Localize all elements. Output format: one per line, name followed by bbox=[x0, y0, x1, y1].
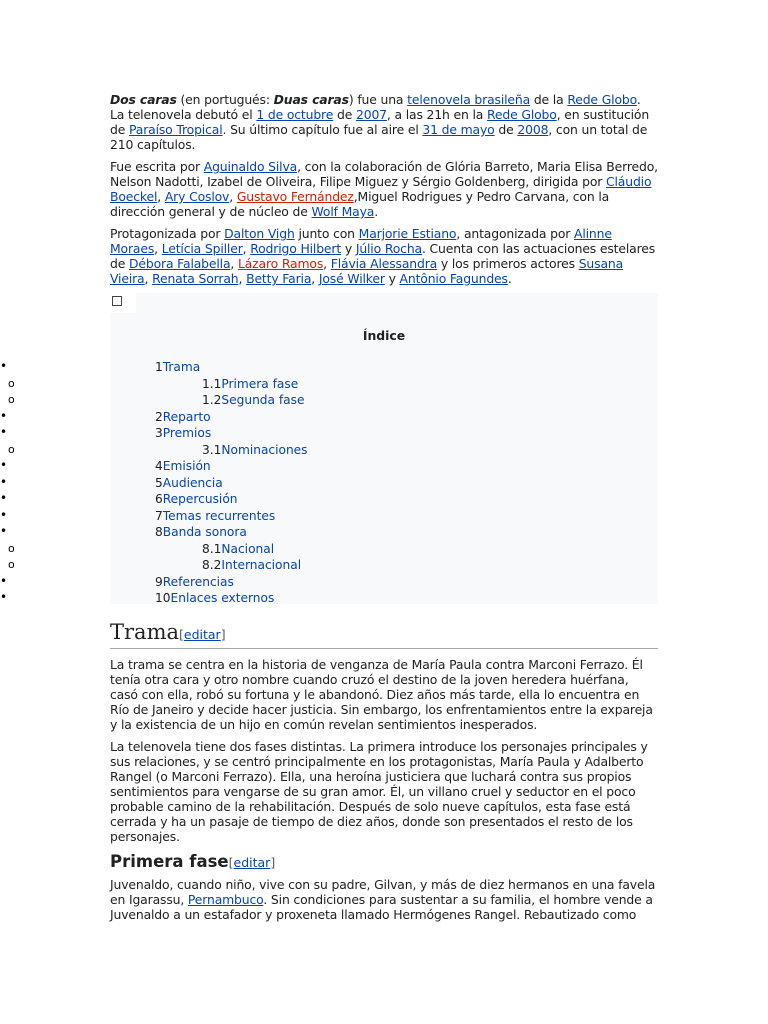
link-paraiso-tropical[interactable]: Paraíso Tropical bbox=[128, 122, 223, 137]
toc-number-text: 3.1 bbox=[202, 442, 222, 457]
link-alinne-moraes[interactable]: Alinne Moraes bbox=[110, 226, 612, 256]
link-ary-coslov[interactable]: Ary Coslov bbox=[164, 189, 230, 204]
disc-bullet-icon: • bbox=[0, 458, 8, 472]
toc-number bbox=[202, 392, 305, 408]
title-pt: Duas caras bbox=[273, 92, 349, 107]
toc-number bbox=[202, 557, 301, 573]
link-claudio-boeckel[interactable]: Cláudio Boeckel bbox=[110, 174, 652, 204]
circle-bullet-icon: o bbox=[8, 393, 15, 406]
toc-number bbox=[202, 442, 308, 458]
disc-bullet-icon: • bbox=[0, 359, 8, 373]
link-debora-falabella[interactable]: Débora Falabella bbox=[128, 256, 231, 271]
toc-item-5[interactable] bbox=[0, 475, 560, 491]
link-rodrigo-hilbert[interactable]: Rodrigo Hilbert bbox=[250, 241, 342, 256]
toc-link[interactable]: Banda sonora bbox=[162, 525, 247, 539]
disc-bullet-icon: • bbox=[0, 474, 8, 489]
toc-number bbox=[202, 541, 274, 557]
circle-bullet-icon: o bbox=[8, 376, 15, 390]
toc-number-text: 2 bbox=[155, 409, 163, 424]
toc-number-text: 1.2 bbox=[202, 393, 222, 407]
toc-number-text: 4 bbox=[155, 459, 163, 473]
link-lazaro-ramos[interactable]: Lázaro Ramos bbox=[237, 256, 324, 271]
circle-bullet-icon: o bbox=[8, 442, 15, 456]
toc-number bbox=[155, 574, 234, 590]
circle-bullet-icon: o bbox=[8, 558, 15, 571]
toc-item-8[interactable] bbox=[0, 524, 560, 540]
trama-paragraph-1: La trama se centra en la historia de venganza de María Paula contra Marconi Ferrazo. Él tenía otra cara y otro nombre cuando cruzó el destino de la joven heredera huérfana, casó con ella, robó su fortuna y le abandonó. Diez años más tarde, ella lo encuentra en Río de Janeiro y decide hacer justicia. Sin embargo, los enfrentamientos entre la expareja y la existencia de un hijo en común revelan sentimientos inesperados. bbox=[110, 657, 653, 732]
link-marjorie-estiano[interactable]: Marjorie Estiano bbox=[358, 226, 457, 241]
disc-bullet-icon: • bbox=[0, 408, 8, 423]
link-telenovela-brasilena[interactable]: telenovela brasileña bbox=[407, 92, 531, 107]
link-renata-sorrah[interactable]: Renata Sorrah bbox=[152, 271, 239, 286]
toc-number-text: 8.1 bbox=[202, 541, 222, 556]
toc-item-10[interactable] bbox=[0, 590, 560, 606]
toc-link[interactable]: Enlaces externos bbox=[170, 591, 275, 605]
toc-item-1-2[interactable] bbox=[0, 392, 560, 408]
section-heading-trama: Trama[editar] bbox=[110, 620, 658, 649]
intro-paragraph-3: Protagonizada por Dalton Vigh junto con Marjorie Estiano, antagonizada por Alinne Moraes, Letícia Spiller, Rodrigo Hilbert y Júlio Rocha. Cuenta con las actuaciones estelares de Débora Falabella, Lázaro Ramos, Flávia Alessandra y los primeros actores Susana Vieira, Renata Sorrah, Betty Faria, José Wilker y Antônio Fagundes. bbox=[110, 226, 656, 286]
toc-number bbox=[202, 376, 298, 392]
edit-section-trama: [editar] bbox=[179, 627, 226, 642]
toc-number-text: 5 bbox=[155, 475, 163, 490]
toc-item-2[interactable] bbox=[0, 409, 560, 425]
toc-item-7[interactable] bbox=[0, 508, 560, 524]
toc-number-text: 3 bbox=[155, 426, 163, 440]
edit-link-trama[interactable]: editar bbox=[183, 627, 221, 642]
toc-link[interactable]: Temas recurrentes bbox=[162, 508, 276, 523]
toc-link[interactable]: Premios bbox=[162, 426, 212, 440]
link-betty-faria[interactable]: Betty Faria bbox=[246, 271, 312, 286]
link-2007[interactable]: 2007 bbox=[355, 107, 387, 122]
section-heading-primera-fase: Primera fase[editar] bbox=[110, 852, 276, 871]
toc-item-6[interactable] bbox=[0, 491, 560, 507]
disc-bullet-icon: • bbox=[0, 425, 8, 439]
primera-fase-paragraph: Juvenaldo, cuando niño, vive con su padre, Gilvan, y más de diez hermanos en una favela en Igarassu, Pernambuco. Sin condiciones para sustentar a su familia, el hombre vende a Juvenaldo a un estafador y proxeneta llamado Hermógenes Rangel. Rebautizado como bbox=[110, 877, 656, 922]
toc-number bbox=[155, 491, 238, 507]
edit-link-primera-fase[interactable]: editar bbox=[233, 855, 271, 870]
link-leticia-spiller[interactable]: Letícia Spiller bbox=[161, 241, 243, 256]
link-rede-globo-2[interactable]: Rede Globo bbox=[487, 107, 557, 122]
toc-link[interactable]: Primera fase bbox=[221, 376, 299, 391]
toc-link[interactable]: Emisión bbox=[162, 459, 211, 473]
disc-bullet-icon: • bbox=[0, 524, 8, 538]
edit-section-primera-fase: [editar] bbox=[228, 855, 276, 870]
toc-number-text: 7 bbox=[155, 508, 163, 523]
link-jose-wilker[interactable]: José Wilker bbox=[318, 271, 385, 286]
toc-link[interactable]: Internacional bbox=[221, 558, 302, 572]
toc-number-text: 8.2 bbox=[202, 558, 222, 572]
toc-link[interactable]: Referencias bbox=[162, 574, 234, 589]
toc-link[interactable]: Nacional bbox=[221, 541, 275, 556]
toc-item-1-1[interactable] bbox=[0, 376, 560, 392]
intro-paragraph-2: Fue escrita por Aguinaldo Silva, con la colaboración de Glória Barreto, Maria Elisa Berredo, Nelson Nadotti, Izabel de Oliveira, Filipe Miguez y Sérgio Goldenberg, dirigida por Cláudio Boeckel, Ary Coslov, Gustavo Fernández,Miguel Rodrigues y Pedro Carvana, con la dirección general y de núcleo de Wolf Maya. bbox=[110, 159, 658, 219]
link-2008[interactable]: 2008 bbox=[517, 122, 549, 137]
toc-number-text: 1 bbox=[155, 360, 163, 374]
disc-bullet-icon: • bbox=[0, 590, 8, 604]
toc-link[interactable]: Repercusión bbox=[162, 492, 238, 506]
table-of-contents bbox=[0, 293, 658, 605]
toc-toggle-checkbox-icon[interactable] bbox=[112, 296, 122, 306]
toc-item-3[interactable] bbox=[0, 425, 560, 441]
toc-link[interactable]: Reparto bbox=[162, 409, 211, 424]
toc-item-1[interactable] bbox=[0, 359, 560, 375]
link-wolf-maya[interactable]: Wolf Maya bbox=[311, 204, 375, 219]
title-es: Dos caras bbox=[110, 92, 177, 107]
toc-number-text: 8 bbox=[155, 525, 163, 539]
disc-bullet-icon: • bbox=[0, 491, 8, 505]
toc-title: Índice bbox=[362, 328, 406, 343]
link-susana-vieira[interactable]: Susana Vieira bbox=[110, 256, 624, 286]
article-content bbox=[0, 92, 658, 929]
toc-item-8-1[interactable] bbox=[0, 541, 560, 557]
toc-number bbox=[155, 524, 247, 540]
link-1-de-octubre[interactable]: 1 de octubre bbox=[256, 107, 334, 122]
toc-number bbox=[155, 458, 211, 474]
toc-number bbox=[155, 590, 274, 606]
toc-number-text: 10 bbox=[155, 591, 171, 605]
toc-number bbox=[155, 409, 211, 425]
toc-item-9[interactable] bbox=[0, 574, 560, 590]
link-pernambuco[interactable]: Pernambuco bbox=[187, 892, 264, 907]
toc-number-text: 6 bbox=[155, 492, 163, 506]
toc-number bbox=[155, 425, 211, 441]
toc-number bbox=[155, 359, 200, 375]
link-antonio-fagundes[interactable]: Antônio Fagundes bbox=[399, 271, 508, 286]
link-rede-globo[interactable]: Rede Globo bbox=[567, 92, 637, 107]
toc-item-4[interactable] bbox=[0, 458, 560, 474]
toc-number bbox=[155, 475, 223, 491]
trama-paragraph-2: La telenovela tiene dos fases distintas. La primera introduce los personajes principales y sus relaciones, y se centró principalmente en los protagonistas, María Paula y Adalberto Rangel (o Marconi Ferrazo). Ella, una heroína justiciera que luchará contra sus propios sentimientos para vengarse de su gran amor. Él, un villano cruel y seductor en el poco probable camino de la rehabilitación. Después de solo nueve capítulos, esta fase está cerrada y ha un pasaje de tiempo de diez años, donde son presentados el resto de los personajes. bbox=[110, 739, 648, 844]
toc-toggle[interactable] bbox=[110, 292, 136, 313]
toc-link[interactable]: Trama bbox=[162, 360, 201, 374]
link-flavia-alessandra[interactable]: Flávia Alessandra bbox=[330, 256, 438, 271]
link-gustavo-fernandez[interactable]: Gustavo Fernández bbox=[236, 189, 354, 204]
disc-bullet-icon: • bbox=[0, 573, 8, 588]
toc-link[interactable]: Audiencia bbox=[162, 475, 223, 490]
intro-paragraph-1: Dos caras (en portugués: Duas caras) fue una telenovela brasileña de la Rede Globo. La telenovela debutó el 1 de octubre de 2007, a las 21h en la Rede Globo, en sustitución de Paraíso Tropical. Su último capítulo fue al aire el 31 de mayo de 2008, con un total de 210 capítulos. bbox=[110, 92, 650, 152]
link-aguinaldo-silva[interactable]: Aguinaldo Silva bbox=[203, 159, 298, 174]
toc-item-3-1[interactable] bbox=[0, 442, 560, 458]
link-dalton-vigh[interactable]: Dalton Vigh bbox=[224, 226, 295, 241]
circle-bullet-icon: o bbox=[8, 541, 15, 555]
toc-item-8-2[interactable] bbox=[0, 557, 560, 573]
link-31-de-mayo[interactable]: 31 de mayo bbox=[422, 122, 495, 137]
toc-number-text: 1.1 bbox=[202, 376, 222, 391]
toc-link[interactable]: Segunda fase bbox=[221, 393, 305, 407]
toc-number-text: 9 bbox=[155, 574, 163, 589]
disc-bullet-icon: • bbox=[0, 507, 8, 522]
toc-link[interactable]: Nominaciones bbox=[221, 442, 308, 457]
toc-number bbox=[155, 508, 275, 524]
link-julio-rocha[interactable]: Júlio Rocha bbox=[355, 241, 422, 256]
